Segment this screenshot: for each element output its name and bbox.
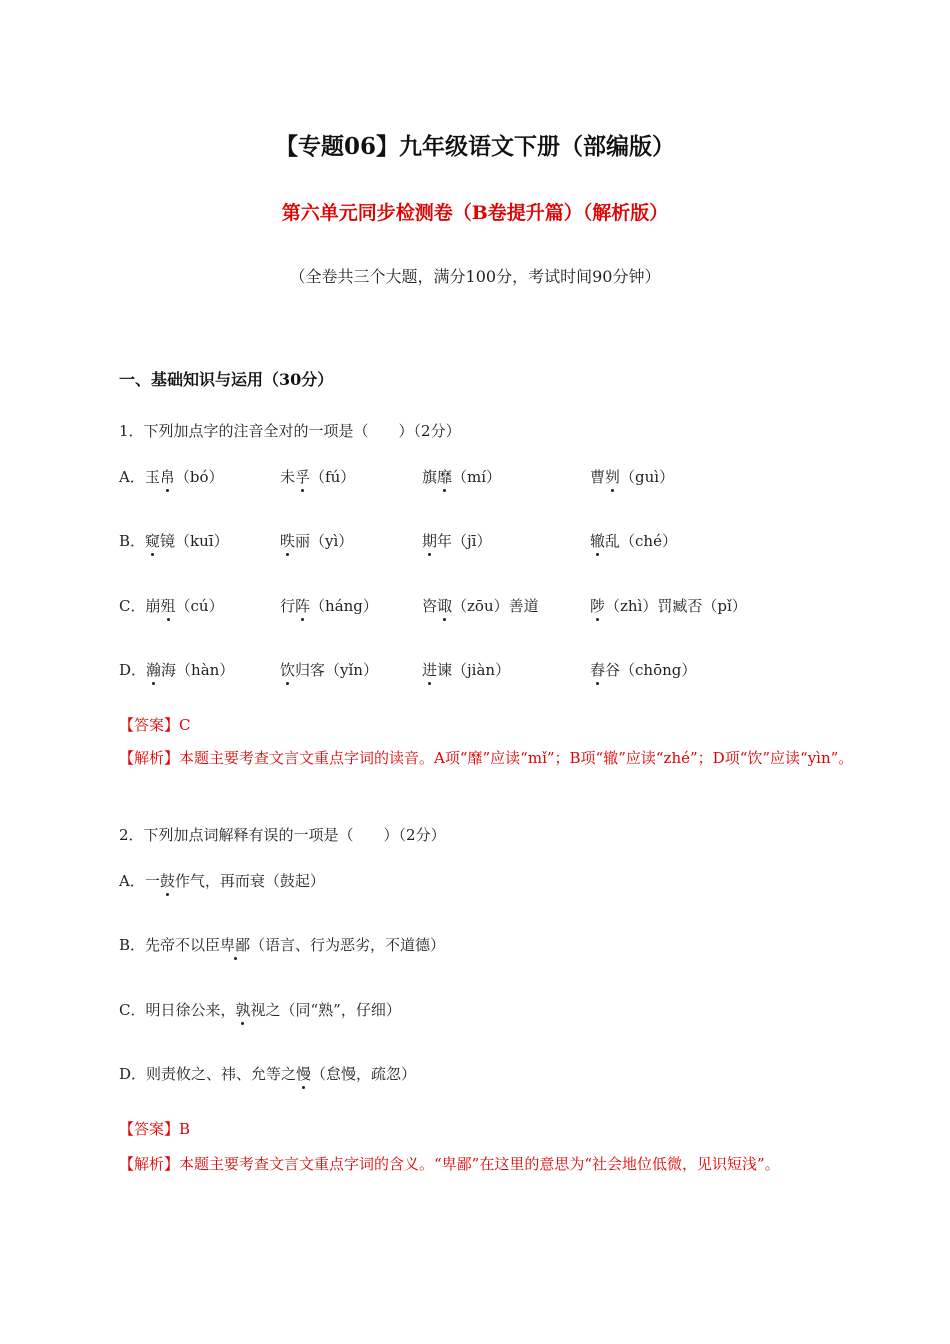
word-rest: 乱（ché） (605, 532, 677, 550)
dotted-char: 阵 (295, 597, 311, 615)
pinyin: （zhì）罚臧否（pǐ） (605, 597, 747, 615)
pinyin: （zōu）善道 (452, 597, 539, 615)
dotted-char: 窥 (145, 532, 161, 550)
dotted-char: 鼓 (159, 872, 175, 890)
option-text: （语言、行为恶劣，不道德） (250, 936, 446, 954)
word-rest: 谷（chōng） (605, 661, 697, 679)
option-letter: A． (119, 468, 145, 486)
q1-option-a-1 (119, 466, 224, 487)
exam-note: （全卷共三个大题，满分100分，考试时间90分钟） (289, 267, 661, 286)
dotted-char: 刿 (605, 468, 621, 486)
word-rest: 海（hàn） (161, 661, 235, 679)
pinyin: （cú） (175, 597, 224, 615)
dotted-char: 孚 (295, 468, 311, 486)
pinyin: （háng） (310, 597, 378, 615)
option-text: C．明日徐公来， (119, 1001, 236, 1019)
word-rest: 谏（jiàn） (437, 661, 511, 679)
plain-char: 未 (280, 468, 296, 486)
q1-option-a-2 (280, 466, 355, 487)
dotted-char: 昳 (280, 532, 296, 550)
section-heading: 一、基础知识与运用（30分） (119, 370, 334, 389)
dotted-char: 殂 (160, 597, 176, 615)
option-text: （怠慢，疏忽） (311, 1065, 417, 1083)
dotted-char: 辙 (590, 532, 606, 550)
q1-option-a-3 (422, 466, 501, 487)
page-subtitle: 第六单元同步检测卷（B卷提升篇）（解析版） (281, 202, 669, 224)
option-letter: D． (119, 661, 147, 679)
dotted-char: 诹 (437, 597, 453, 615)
q1-option-b-4 (590, 530, 677, 551)
word-rest: 丽（yì） (295, 532, 354, 550)
dotted-char: 帛 (159, 468, 175, 486)
option-text: D．则责攸之、祎、允等之 (119, 1065, 297, 1083)
dotted-char: 靡 (437, 468, 453, 486)
option-text: 视之（同“熟”，仔细） (250, 1001, 401, 1019)
q2-option-d (119, 1063, 416, 1084)
q1-option-c-1 (119, 595, 224, 616)
pinyin: （bó） (174, 468, 224, 486)
word-rest: 镜（kuī） (160, 532, 229, 550)
q1-option-c-2 (280, 595, 378, 616)
question-2-stem: 2．下列加点词解释有误的一项是（ ）（2分） (119, 826, 446, 844)
option-text: B．先帝不以臣 (119, 936, 221, 954)
word-rest: 年（jī） (437, 532, 492, 550)
dotted-char: 卑鄙 (220, 936, 251, 954)
q2-option-a (119, 870, 325, 891)
q2-analysis: 【解析】本题主要考查文言文重点字词的含义。“卑鄙”在这里的意思为“社会地位低微，见识短浅”。 (119, 1155, 780, 1173)
plain-char: 曹 (590, 468, 606, 486)
q1-option-c-4 (590, 595, 747, 616)
q1-option-d-2 (280, 659, 378, 680)
plain-char: 玉 (144, 468, 160, 486)
q2-answer: 【答案】B (119, 1120, 191, 1138)
dotted-char: 陟 (590, 597, 606, 615)
question-1-stem: 1．下列加点字的注音全对的一项是（ ）（2分） (119, 422, 461, 440)
q1-analysis: 【解析】本题主要考查文言文重点字词的读音。A项“靡”应读“mǐ”；B项“辙”应读“zhé”；D项“饮”应读“yìn”。 (119, 749, 854, 767)
dotted-char: 饮 (280, 661, 296, 679)
q1-answer: 【答案】C (119, 716, 191, 734)
plain-char: 崩 (145, 597, 161, 615)
dotted-char: 舂 (590, 661, 606, 679)
q2-option-b (119, 934, 445, 955)
plain-char: 行 (280, 597, 296, 615)
q2-option-c (119, 999, 401, 1020)
option-letter: B． (119, 532, 146, 550)
option-text: 作气，再而衰（鼓起） (174, 872, 325, 890)
dotted-char: 瀚 (146, 661, 162, 679)
q1-option-d-4 (590, 659, 696, 680)
q1-option-a-4 (590, 466, 674, 487)
q1-option-c-3 (422, 595, 539, 616)
option-text: A．一 (119, 872, 160, 890)
q1-option-b-2 (280, 530, 353, 551)
q1-option-b-1 (119, 530, 229, 551)
page-title: 【专题06】九年级语文下册（部编版） (274, 133, 675, 160)
q1-option-d-1 (119, 659, 234, 680)
word-rest: 归客（yǐn） (295, 661, 378, 679)
plain-char: 旗 (422, 468, 438, 486)
q1-option-d-3 (422, 659, 510, 680)
q1-option-b-3 (422, 530, 491, 551)
dotted-char: 孰 (235, 1001, 251, 1019)
dotted-char: 期 (422, 532, 438, 550)
pinyin: （fú） (310, 468, 356, 486)
pinyin: （mí） (452, 468, 502, 486)
dotted-char: 慢 (296, 1065, 312, 1083)
plain-char: 咨 (422, 597, 438, 615)
dotted-char: 进 (422, 661, 438, 679)
pinyin: （guì） (620, 468, 675, 486)
option-letter: C． (119, 597, 146, 615)
